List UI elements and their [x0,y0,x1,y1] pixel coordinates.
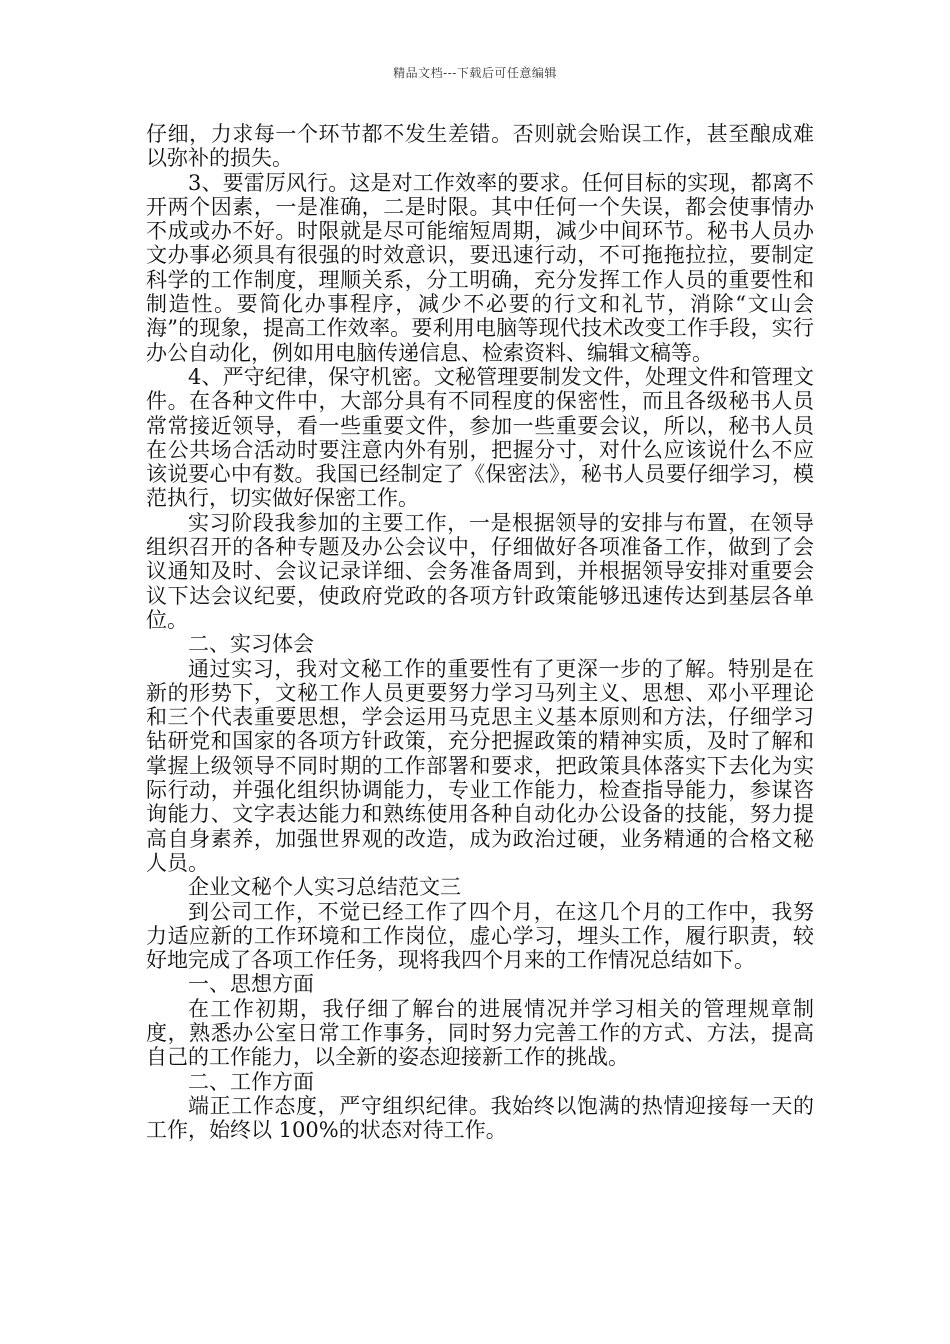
paragraph: 端正工作态度，严守组织纪律。我始终以饱满的热情迎接每一天的工作，始终以 100%的状态对待工作。 [146,1093,814,1143]
section-heading: 一、思想方面 [188,972,314,997]
section-heading: 二、实习体会 [188,632,314,657]
document-title: 企业文秘个人实习总结范文三 [188,875,461,900]
page-header: 精品文档---下载后可任意编辑 [393,66,557,80]
paragraph: 4、严守纪律，保守机密。文秘管理要制发文件，处理文件和管理文件。在各种文件中，大部分具有不同程度的保密性，而且各级秘书人员常常接近领导，看一些重要文件，参加一些重要会议，所以，秘书人员在公共场合活动时要注意内外有别，把握分寸，对什么应该说什么不应该说要心中有数。我国已经制定了《保密法》，秘书人员要仔细学习，模范执行，切实做好保密工作。 [146,364,814,511]
paragraph: 通过实习，我对文秘工作的重要性有了更深一步的了解。特别是在新的形势下，文秘工作人员更要努力学习马列主义、思想、邓小平理论和三个代表重要思想，学会运用马克思主义基本原则和方法，仔细学习钻研党和国家的各项方针政策，充分把握政策的精神实质，及时了解和掌握上级领导不同时期的工作部署和要求，把政策具体落实下去化为实际行动，并强化组织协调能力，专业工作能力，检查指导能力，参谋咨询能力、文字表达能力和熟练使用各种自动化办公设备的技能，努力提高自身素养，加强世界观的改造，成为政治过硬，业务精通的合格文秘人员。 [146,656,814,875]
paragraph: 到公司工作，不觉已经工作了四个月，在这几个月的工作中，我努力适应新的工作环境和工作岗位，虚心学习，埋头工作，履行职责，较好地完成了各项工作任务，现将我四个月来的工作情况总结如下。 [146,899,814,973]
paragraph: 3、要雷厉风行。这是对工作效率的要求。任何目标的实现，都离不开两个因素，一是准确，二是时限。其中任何一个失误，都会使事情办不成或办不好。时限就是尽可能缩短周期，减少中间环节。秘书人员办文办事必须具有很强的时效意识，要迅速行动，不可拖拖拉拉，要制定科学的工作制度，理顺关系，分工明确，充分发挥工作人员的重要性和制造性。要简化办事程序，减少不必要的行文和礼节，消除“文山会海”的现象，提高工作效率。要利用电脑等现代技术改变工作手段，实行办公自动化，例如用电脑传递信息、检索资料、编辑文稿等。 [146,170,814,365]
section-heading: 二、工作方面 [188,1069,314,1094]
document-body [146,122,814,1142]
paragraph: 实习阶段我参加的主要工作，一是根据领导的安排与布置，在领导组织召开的各种专题及办公会议中，仔细做好各项准备工作，做到了会议通知及时、会议记录详细、会务准备周到，并根据领导安排对重要会议下达会议纪要，使政府党政的各项方针政策能够迅速传达到基层各单位。 [146,510,814,632]
paragraph: 在工作初期，我仔细了解台的进展情况并学习相关的管理规章制度，熟悉办公室日常工作事务，同时努力完善工作的方式、方法，提高自己的工作能力，以全新的姿态迎接新工作的挑战。 [146,996,814,1070]
paragraph: 仔细，力求每一个环节都不发生差错。否则就会贻误工作，甚至酿成难以弥补的损失。 [146,122,814,171]
